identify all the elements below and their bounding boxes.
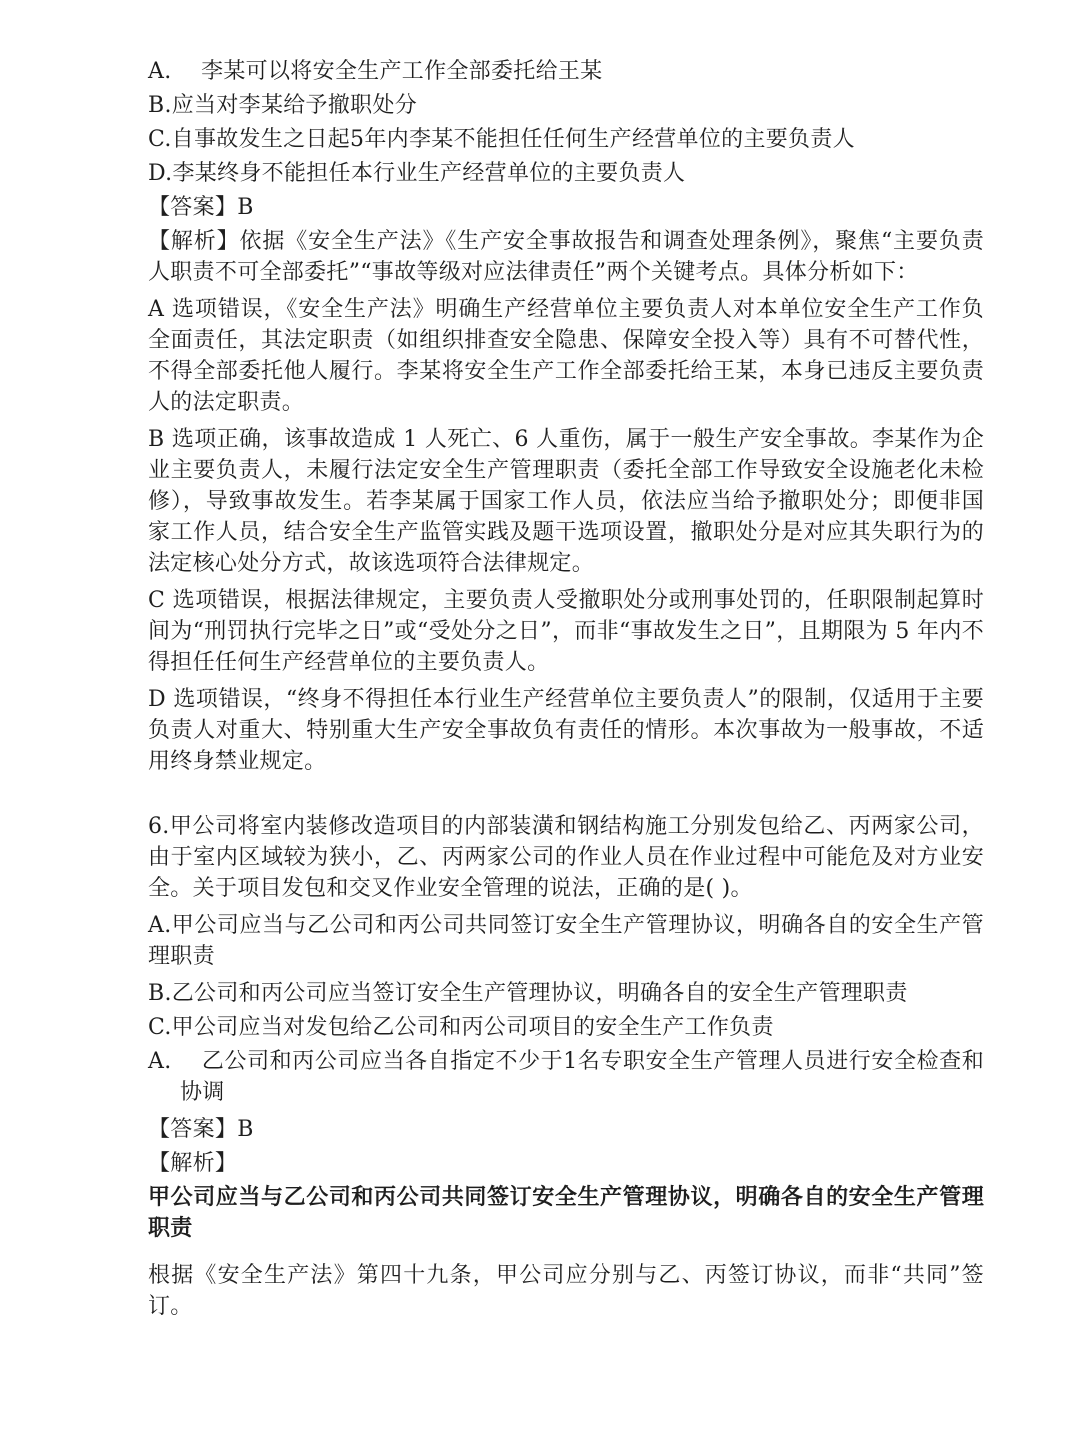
q5-option-a: A. 李某可以将安全生产工作全部委托给王某: [148, 59, 603, 84]
document-page: [148, 56, 984, 1328]
q5-answer: 【答案】B: [148, 195, 254, 220]
q6-answer: 【答案】B: [148, 1117, 254, 1142]
q5-analysis-a: A 选项错误，《安全生产法》明确生产经营单位主要负责人对本单位安全生产工作负全面责任，其法定职责（如组织排查安全隐患、保障安全投入等）具有不可替代性，不得全部委托他人履行。李某将安全生产工作全部委托给王某，本身已违反主要负责人的法定职责。: [148, 297, 984, 415]
q5-option-b: B.应当对李某给予撤职处分: [148, 93, 418, 118]
q6-explanation: 根据《安全生产法》第四十九条，甲公司应分别与乙、丙签订协议，而非“共同”签订。: [148, 1263, 984, 1319]
q5-analysis-intro: 【解析】依据《安全生产法》《生产安全事故报告和调查处理条例》，聚焦“主要负责人职责不可全部委托”“事故等级对应法律责任”两个关键考点。具体分析如下：: [148, 229, 984, 285]
q6-analysis-label: 【解析】: [148, 1151, 238, 1176]
q6-stem: 6.甲公司将室内装修改造项目的内部装潢和钢结构施工分别发包给乙、丙两家公司，由于室内区域较为狭小，乙、丙两家公司的作业人员在作业过程中可能危及对方业安全。关于项目发包和交叉作业安全管理的说法，正确的是( )。: [148, 814, 984, 901]
q5-analysis-d: D 选项错误，“终身不得担任本行业生产经营单位主要负责人”的限制，仅适用于主要负责人对重大、特别重大生产安全事故负有责任的情形。本次事故为一般事故，不适用终身禁业规定。: [148, 687, 985, 774]
q5-analysis-c: C 选项错误，根据法律规定，主要负责人受撤职处分或刑事处罚的，任职限制起算时间为“刑罚执行完毕之日”或“受处分之日”，而非“事故发生之日”，且期限为 5 年内不得担任任何生产经营单位的主要负责人。: [148, 588, 984, 675]
q6-option-c: C.甲公司应当对发包给乙公司和丙公司项目的安全生产工作负责: [148, 1015, 774, 1040]
section-spacer: [148, 783, 984, 811]
spacer: [148, 1250, 984, 1260]
q6-highlight: 甲公司应当与乙公司和丙公司共同签订安全生产管理协议，明确各自的安全生产管理职责: [148, 1184, 984, 1241]
q6-option-a: A.甲公司应当与乙公司和丙公司共同签订安全生产管理协议，明确各自的安全生产管理职责: [148, 913, 984, 969]
q5-option-c: C.自事故发生之日起5年内李某不能担任任何生产经营单位的主要负责人: [148, 127, 855, 152]
q5-option-d: D.李某终身不能担任本行业生产经营单位的主要负责人: [148, 161, 686, 186]
q6-option-d: A. 乙公司和丙公司应当各自指定不少于1名专职安全生产管理人员进行安全检查和协调: [148, 1049, 984, 1105]
q6-option-b: B.乙公司和丙公司应当签订安全生产管理协议，明确各自的安全生产管理职责: [148, 981, 908, 1006]
q5-analysis-b: B 选项正确，该事故造成 1 人死亡、6 人重伤，属于一般生产安全事故。李某作为企业主要负责人，未履行法定安全生产管理职责（委托全部工作导致安全设施老化未检修），导致事故发生。若李某属于国家工作人员，依法应当给予撤职处分；即便非国家工作人员，结合安全生产监管实践及题干选项设置，撤职处分是对应其失职行为的法定核心处分方式，故该选项符合法律规定。: [148, 427, 984, 576]
